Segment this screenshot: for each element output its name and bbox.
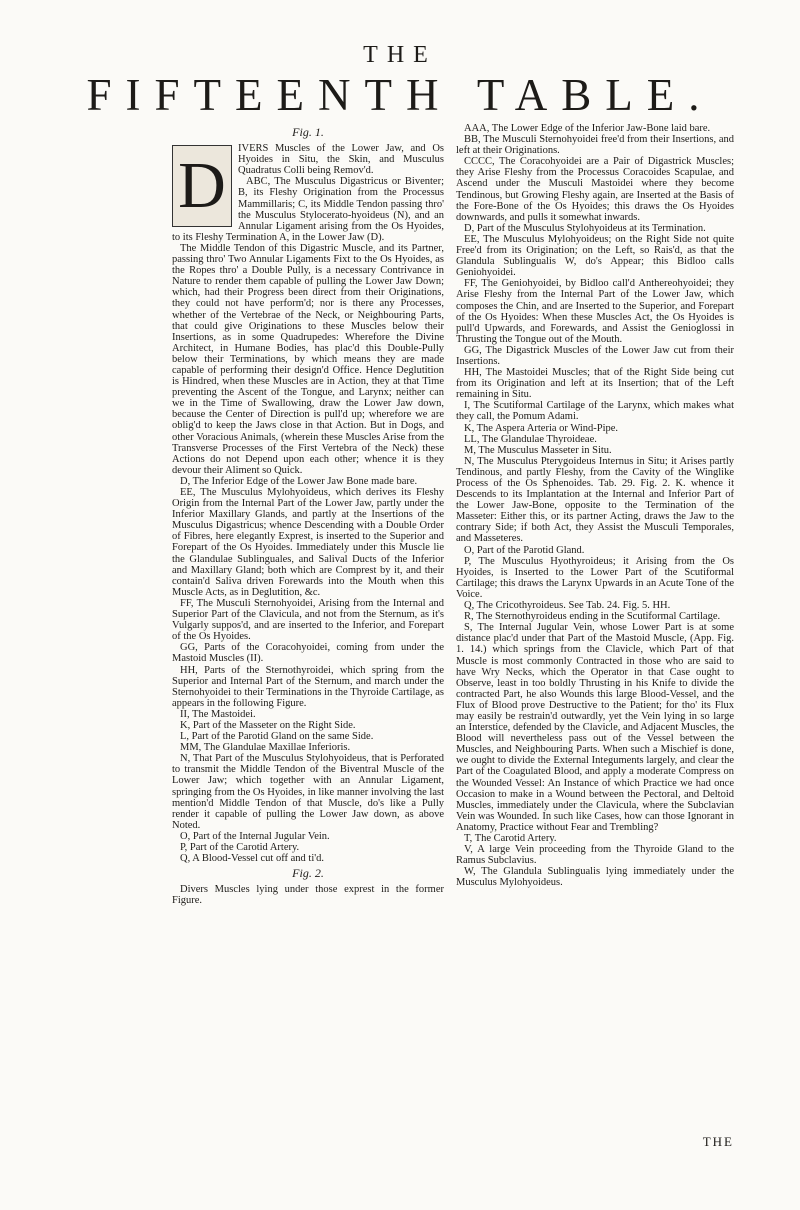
paragraph: Q, A Blood-Vessel cut off and ti'd. [180, 853, 325, 865]
paragraph: IVERS Muscles of the Lower Jaw, and Os Hyoides in Situ, the Skin, and Musculus Quadratus Colli being Remov'd. [238, 143, 444, 177]
paragraph: GG, Parts of the Coracohyoidei, coming from under the Mastoid Muscles (II). [172, 642, 444, 665]
paragraph: Q, The Cricothyroideus. See Tab. 24. Fig. 5. HH. [464, 600, 671, 612]
paragraph: I, The Scutiformal Cartilage of the Larynx, which makes what they call, the Pomum Adami. [456, 400, 734, 423]
title-the: THE [363, 42, 437, 68]
paragraph: LL, The Glandulae Thyroideae. [464, 433, 597, 445]
paragraph: EE, The Musculus Mylohyoideus, which derives its Fleshy Origin from the Internal Part of the Lower Jaw, partly under the Inferior Maxillary Glands, and partly at the Insertions of the Musculus Digastricus; whence Descending with a Double Order of Fibres, here elegantly Exprest, is inserted to the Superior and Forepart of the Os Hyoides. Immediately under this Muscle lie the Glandulae Sublinguales, and Salival Ducts of the Inferior and Maxillary Gland; both which are Comprest by it, and their contain'd Saliva driven Forewards into the Mouth when this Muscle Acts, as in Deglutition, &c. [172, 487, 444, 598]
paragraph: L, Part of the Parotid Gland on the same Side. [180, 731, 374, 743]
paragraph: EE, The Musculus Mylohyoideus; on the Right Side not quite Free'd from its Origination; on the Left, so Rais'd, as that the Glandula Sublingualis W, do's Appear; this Bidloo calls Geniohyoidei. [456, 233, 734, 279]
left-column [172, 123, 444, 906]
paragraph: FF, The Geniohyoidei, by Bidloo call'd Anthereohyoidei; they Arise Fleshy from the Internal Part of the Lower Jaw, which composes the Chin, and are Inserted to the Superior, and Forepart of the Os Hyoides: When these Muscles Act, the Os Hyoides is pull'd Upwards, and Forewards, and Assist the Genioglossi in Thrusting the Tongue out of the Mouth. [456, 278, 734, 345]
paragraph: V, A large Vein proceeding from the Thyroide Gland to the Ramus Subclavius. [456, 844, 734, 867]
paragraph: D, Part of the Musculus Stylohyoideus at its Termination. [464, 222, 706, 234]
paragraph: II, The Mastoidei. [180, 708, 256, 720]
paragraph: W, The Glandula Sublingualis lying immediately under the Musculus Mylohyoideus. [456, 866, 734, 889]
paragraph: T, The Carotid Artery. [464, 833, 557, 844]
right-column [456, 123, 734, 888]
paragraph: D, The Inferior Edge of the Lower Jaw Bone made bare. [180, 475, 418, 487]
paragraph: BB, The Musculi Sternohyoidei free'd from their Insertions, and left at their Originations. [456, 134, 734, 157]
paragraph: HH, Parts of the Sternothyroidei, which spring from the Superior and Internal Part of the Sternum, and march under the Sternohyoidei to their Terminations in the Thyroide Cartilage, as appears in the following Figure. [172, 664, 444, 709]
title-table: FIFTEENTH TABLE. [86, 70, 714, 120]
paragraph: P, Part of the Carotid Artery. [180, 842, 300, 853]
paragraph: ABC, The Musculus Digastricus or Biventer; B, its Fleshy Origination from the Processus Mammillaris; C, its Middle Tendon passing thro' the Musculus Stylocerato-hyoideus (N), and an Annular Ligament arising from the Os Hyoides, to its Fleshy Termination A, in the Lower Jaw (D). [172, 176, 444, 243]
paragraph: CCCC, The Coracohyoidei are a Pair of Digastrick Muscles; they Arise Fleshy from the Processus Coracoides Scapulae, and Ascend under the Musculi Mastoidei where they become Tendinous, but Growing Fleshy again, are Inserted at the Basis of the Fore-Bone of the Os Hyoides; this draws the Os Hyoides downwards, and pulls it somewhat inwards. [456, 156, 734, 223]
paragraph: The Middle Tendon of this Digastric Muscle, and its Partner, passing thro' Two Annular Ligaments Fixt to the Os Hyoides, as the Ropes thro' a Double Pully, is a necessary Contrivance in Nature to render them capable of pulling the Lower Jaw Down; which, had their Progress been direct from their Originations, they could not have perform'd; nor is there any Processes, whether of the Vertebrae of the Neck, or Neighbouring Parts, that could give Originations to these Muscles below their Insertions, as in some Quadrupedes: Wherefore the Divine Architect, in Humane Bodies, has plac'd this Double-Pully below their Terminations, by which means they are made capable of performing their design'd Office. Hence Deglutition is Hindred, when these Muscles are in Action, they at that Time preventing the Ascent of the Tongue, and Larynx; neither can we in the Time of Swallowing, draw the Lower Jaw down, because the Center of Direction is pull'd up; wherefore we are oblig'd to keep the Jaws close in that Action. But in Dogs, and other Voracious Animals, (wherein these Muscles Arise from the Transverse Processes of the First Vertebra of the Neck) these Actions do not Depend upon each other; whence it is they devour their Aliment so Quick. [172, 242, 444, 476]
paragraph: N, The Musculus Pterygoideus Internus in Situ; it Arises partly Tendinous, and partly Fleshy, from the Cavity of the Winglike Process of the Os Sphenoides. Tab. 29. Fig. 2. K. whence it Descends to its Implantation at the Internal and Inferior Part of the Lower Jaw-Bone, opposite to the Termination of the Masseter: Either this, or its partner Acting, draws the Jaw to the contrary Side; if both Act, they Assist the Musculi Temporales, and Masseteres. [456, 455, 734, 545]
decorated-initial: D [172, 145, 232, 227]
paragraph: HH, The Mastoidei Muscles; that of the Right Side being cut from its Origination and left at its Insertion; that of the Left remaining in Situ. [456, 367, 734, 401]
catchword: THE [702, 1134, 734, 1149]
paragraph: P, The Musculus Hyothyroideus; it Arising from the Os Hyoides, is Inserted to the Lower Part of the Scutiformal Cartilage; this draws the Larynx Upwards in an Acute Tone of the Voice. [456, 555, 734, 600]
paragraph: M, The Musculus Masseter in Situ. [464, 444, 612, 456]
paragraph: MM, The Glandulae Maxillae Inferioris. [180, 742, 351, 754]
paragraph: GG, The Digastrick Muscles of the Lower Jaw cut from their Insertions. [456, 344, 734, 367]
paragraph: S, The Internal Jugular Vein, whose Lower Part is at some distance plac'd under that Part of the Mastoid Muscle, (App. Fig. 1. 14.) which springs from the Clavicle, which Part of that Muscle is most commonly Contracted in those who are said to have Wry Necks, which the Operator in that Case ought to Observe, least in too boldly Thrusting in his Knife to divide the contracted Part, he also Wounds this large Blood-Vessel, and the Flux of Blood prove Destructive to the Patient; for tho' its Flux may easily be restrain'd outwardly, yet the Vein lying in so large an Interstice, defended by the Clavicle, and Adjacent Muscles, the Blood will nevertheless pass out of the Vessel between the Muscles, and Neighbouring Parts. When such a Mischief is done, we ought to divide the External Integuments largely, and clear the Part of the Coagulated Blood, and apply a moderate Compress on the Wounded Vessel: An Instance of which Practice we had once Occasion to make in a Wound between the Pectoral, and Deltoid Muscles, immediately under the Clavicula, where the Subclavian Vein was Wounded. In such like Cases, how can those Ignorant in Anatomy, Practice without Fear and Trembling? [456, 622, 734, 833]
fig2-heading: Fig. 2. [292, 866, 324, 881]
paragraph: K, The Aspera Arteria or Wind-Pipe. [464, 422, 619, 434]
fig1-heading: Fig. 1. [292, 125, 324, 139]
paragraph: O, Part of the Internal Jugular Vein. [180, 830, 330, 842]
paragraph: N, That Part of the Musculus Stylohyoideus, that is Perforated to transmit the Middle Tendon of the Biventral Muscle of the Lower Jaw; which together with an Annular Ligament, springing from the Os Hyoides, in like manner involving the last mention'd Middle Tendon of that Muscle, do's like a Pully render it capable of pulling the Lower Jaw down, as above Noted. [172, 753, 444, 831]
paragraph: Divers Muscles lying under those exprest in the former Figure. [172, 884, 444, 907]
paragraph: R, The Sternothyroideus ending in the Scutiformal Cartilage. [464, 611, 721, 623]
paragraph: O, Part of the Parotid Gland. [464, 544, 585, 556]
paragraph: K, Part of the Masseter on the Right Side. [180, 719, 356, 731]
paragraph: AAA, The Lower Edge of the Inferior Jaw-Bone laid bare. [464, 123, 711, 134]
paragraph: FF, The Musculi Sternohyoidei, Arising from the Internal and Superior Part of the Clavicula, and not from the Sternum, as it's Vulgarly suppos'd, and are inserted to the Inferior, and Forepart of the Os Hyoides. [172, 597, 444, 643]
